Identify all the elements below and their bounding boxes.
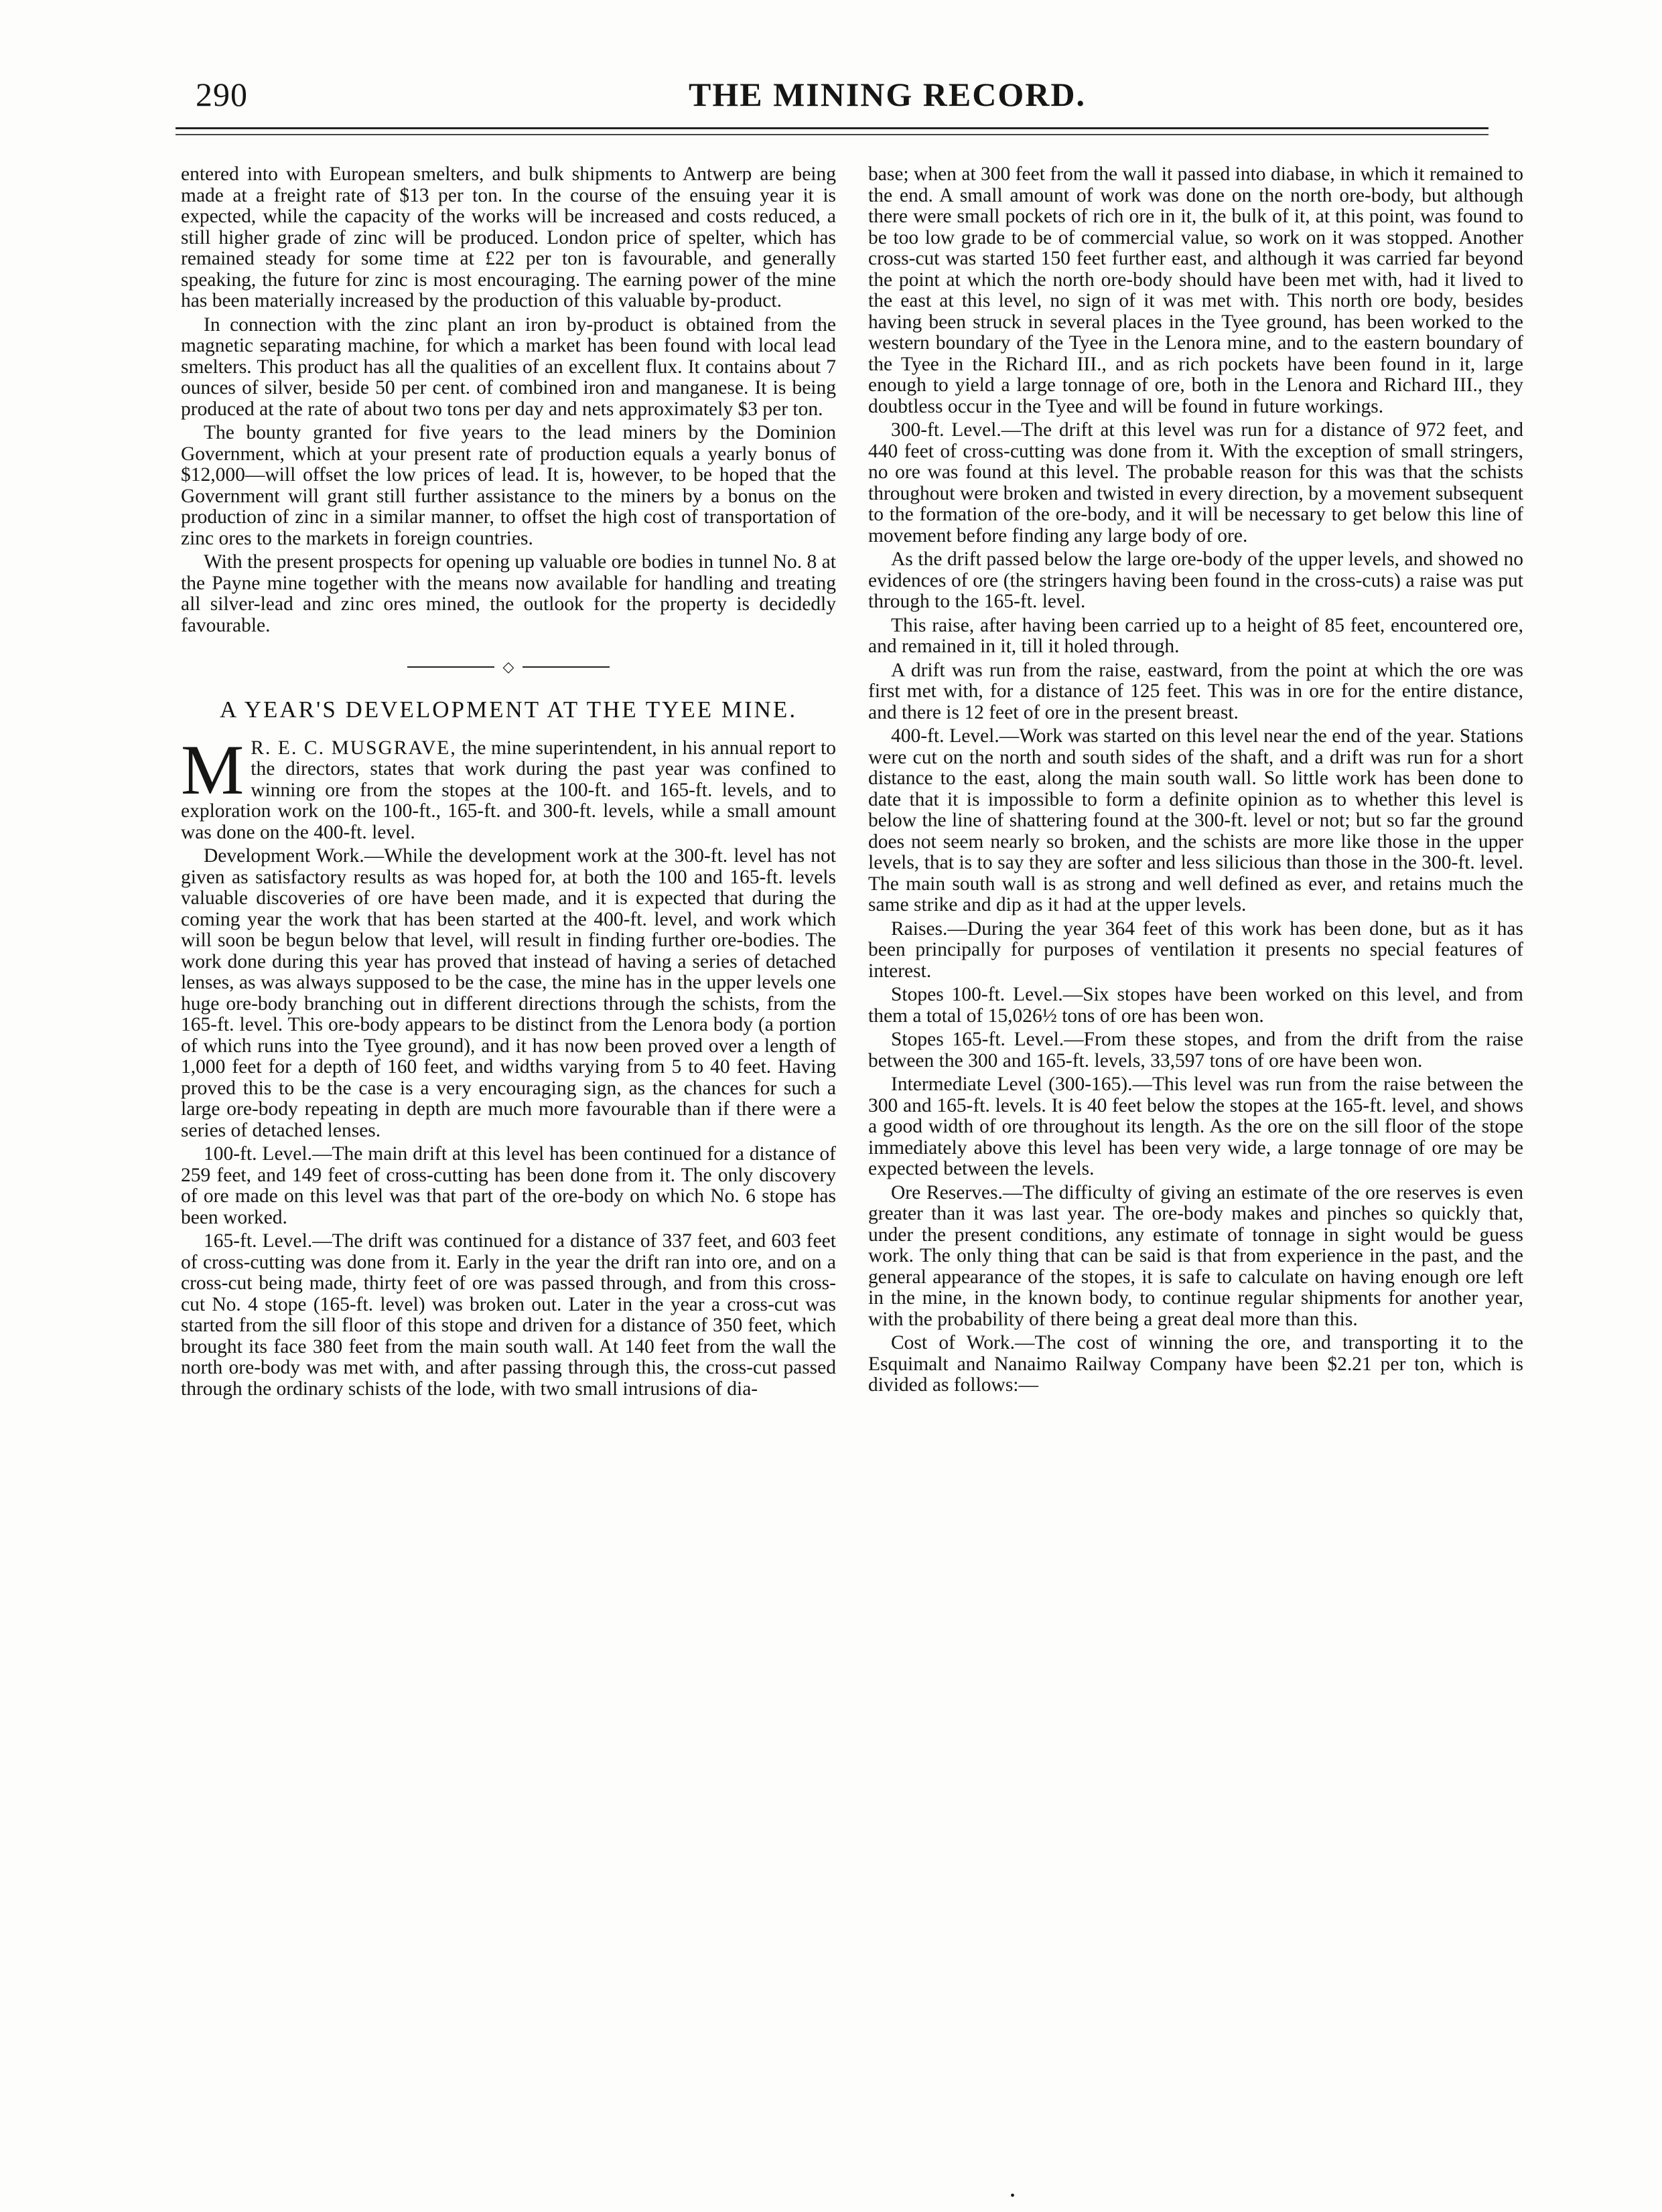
paragraph: Stopes 100-ft. Level.—Six stopes have been worked on this level, and from them a total of 15,026½ tons of ore has been won. <box>868 984 1523 1027</box>
paragraph: Raises.—During the year 364 feet of this work has been done, but as it has been principally for purposes of ventilation it presents no special features of interest. <box>868 917 1523 982</box>
paragraph: 165-ft. Level.—The drift was continued for a distance of 337 feet, and 603 feet of cross-cutting was done from it. Early in the year the drift ran into ore, and on a cross-cut being made, thirty feet of ore was passed through, and from this cross-cut No. 4 stope (165-ft. level) was broken out. Later in the year a cross-cut was started from the sill floor of this stope and driven for a distance of 350 feet, which brought its face 380 feet from the main south wall. At 140 feet from the wall the north ore-body was met with, and after passing through this, the cross-cut passed through the ordinary schists of the lode, with two small intrusions of dia- <box>181 1230 836 1400</box>
lede-name: R. E. C. MUSGRAVE, <box>251 737 457 759</box>
paragraph: entered into with European smelters, and bulk shipments to Antwerp are being made at a freight rate of $13 per ton. In the course of the ensuing year it is expected, while the capacity of the works will be increased and costs reduced, a still higher grade of zinc will be produced. London price of spelter, which has remained steady for some time at £22 per ton is favourable, and generally speaking, the future for zinc is most encouraging. The earning power of the mine has been materially increased by the production of this valuable by-product. <box>181 163 836 311</box>
article-lede <box>181 730 836 844</box>
article-heading: A YEAR'S DEVELOPMENT AT THE TYEE MINE. <box>219 696 798 723</box>
section-divider <box>181 659 836 674</box>
paragraph: Cost of Work.—The cost of winning the ore, and transporting it to the Esquimalt and Nanaimo Railway Company have been $2.21 per ton, which is divided as follows:— <box>868 1332 1523 1396</box>
footer-dot-icon: • <box>1010 2189 1016 2203</box>
paragraph: As the drift passed below the large ore-body of the upper levels, and showed no evidences of ore (the stringers having been found in the cross-cuts) a raise was put through to the 165-ft. level. <box>868 548 1523 612</box>
paragraph: 300-ft. Level.—The drift at this level was run for a distance of 972 feet, and 440 feet of cross-cutting was done from it. With the exception of small stringers, no ore was found at this level. The probable reason for this was that the schists throughout were broken and twisted in every direction, by a movement subsequent to the formation of the ore-body, and it will be necessary to get below this line of movement before finding any large body of ore. <box>868 419 1523 546</box>
paragraph: The bounty granted for five years to the lead miners by the Dominion Government, which at your present rate of production equals a yearly bonus of $12,000—will offset the low prices of lead. It is, however, to be hoped that the Government will grant still further assistance to the miners by a bonus on the production of zinc in a similar manner, to offset the high cost of transportation of zinc ores to the markets in foreign countries. <box>181 422 836 549</box>
divider-line-right <box>523 666 610 668</box>
divider-ornament-icon: ◇ <box>502 658 514 676</box>
paragraph: Development Work.—While the development work at the 300-ft. level has not given as satisfactory results as was hoped for, at both the 100 and 165-ft. levels valuable discoveries of ore have been made, and it is expected that during the coming year the work that has been started at the 400-ft. level, and work which will soon be begun below that level, will result in finding further ore-bodies. The work done during this year has proved that instead of having a series of detached lenses, as was always supposed to be the case, the mine has in the upper levels one huge ore-body branching out in different directions through the schists, from the 165-ft. level. This ore-body appears to be distinct from the Lenora body (a portion of which runs into the Tyee ground), and it has now been proved over a length of 1,000 feet for a depth of 160 feet, and widths varying from 5 to 40 feet. Having proved this to be the case is a very encouraging sign, as the chances for such a large ore-body repeating in depth are much more favourable than if there were a series of detached lenses. <box>181 845 836 1141</box>
left-column <box>181 164 836 1402</box>
paragraph: Ore Reserves.—The difficulty of giving an estimate of the ore reserves is even greater than it was last year. The ore-body makes and pinches so quickly that, under the present conditions, any estimate of tonnage in sight would be guess work. The only thing that can be said is that from experience in the past, and the general appearance of the stopes, it is safe to calculate on having enough ore left in the mine, in the known body, to continue regular shipments for another year, with the probability of there being a great deal more than this. <box>868 1181 1523 1330</box>
paragraph: This raise, after having been carried up to a height of 85 feet, encountered ore, and remained in it, till it holed through. <box>868 614 1523 657</box>
paragraph: A drift was run from the raise, eastward, from the point at which the ore was first met with, for a distance of 125 feet. This was in ore for the entire distance, and there is 12 feet of ore in the present breast. <box>868 659 1523 723</box>
paragraph: In connection with the zinc plant an iron by-product is obtained from the magnetic separating machine, for which a market has been found with local lead smelters. This product has all the qualities of an excellent flux. It contains about 7 ounces of silver, beside 50 per cent. of combined iron and manganese. It is being produced at the rate of about two tons per day and nets approximately $3 per ton. <box>181 313 836 420</box>
drop-cap: M <box>181 730 245 809</box>
lede-text: the mine superintendent, in his annual report to the directors, states that work during the past year was confined to winning ore from the stopes at the 100-ft. and 165-ft. levels, and to exploration work on the 100-ft., 165-ft. and 300-ft. levels, while a small amount was done on the 400-ft. level. <box>181 737 836 843</box>
paragraph: 400-ft. Level.—Work was started on this level near the end of the year. Stations were cut on the north and south sides of the shaft, and a drift was run for a short distance to the east, along the main south wall. So little work has been done to date that it is impossible to form a definite opinion as to whether this level is below the line of shattering found at the 300-ft. level or not; but so far the ground does not seem nearly so broken, and the schists are more like those in the upper levels, that is to say they are softer and less silicious than those in the 300-ft. level. The main south wall is as strong and well defined as ever, and retains much the same strike and dip as it had at the upper levels. <box>868 725 1523 915</box>
header-rule-secondary <box>176 134 1488 135</box>
right-column <box>868 164 1523 1399</box>
paragraph: 100-ft. Level.—The main drift at this level has been continued for a distance of 259 feet, and 149 feet of cross-cutting has been done from it. The only discovery of ore made on this level was that part of the ore-body on which No. 6 stope has been worked. <box>181 1143 836 1228</box>
running-title: THE MINING RECORD. <box>689 76 1086 113</box>
paragraph: Intermediate Level (300-165).—This level was run from the raise between the 300 and 165-ft. levels. It is 40 feet below the stopes at the 165-ft. level, and shows a good width of ore throughout its length. As the ore on the sill floor of the stope immediately above this level has been very wide, a large tonnage of ore may be expected between the levels. <box>868 1074 1523 1179</box>
paragraph: Stopes 165-ft. Level.—From these stopes, and from the drift from the raise between the 300 and 165-ft. levels, 33,597 tons of ore have been won. <box>868 1029 1523 1072</box>
header-rule <box>176 127 1488 129</box>
paragraph: With the present prospects for opening up valuable ore bodies in tunnel No. 8 at the Payne mine together with the means now available for handling and treating all silver-lead and zinc ores mined, the outlook for the property is decidedly favourable. <box>181 551 836 636</box>
page-number: 290 <box>196 76 248 113</box>
paragraph: base; when at 300 feet from the wall it passed into diabase, in which it remained to the end. A small amount of work was done on the north ore-body, but although there were small pockets of rich ore in it, the bulk of it, at this point, was found to be too low grade to be of commercial value, so work on it was stopped. Another cross-cut was started 150 feet further east, and although it was carried far beyond the point at which the north ore-body should have been met with, had it lived to the east at this level, no sign of it was met with. This north ore body, besides having been struck in several places in the Tyee ground, has been worked to the western boundary of the Tyee in the Lenora mine, and to the eastern boundary of the Tyee in the Richard III., and as rich pockets have been found in it, large enough to yield a large tonnage of ore, both in the Lenora and Richard III., they doubtless occur in the Tyee and will be found in future workings. <box>868 163 1523 417</box>
divider-line-left <box>407 666 494 668</box>
